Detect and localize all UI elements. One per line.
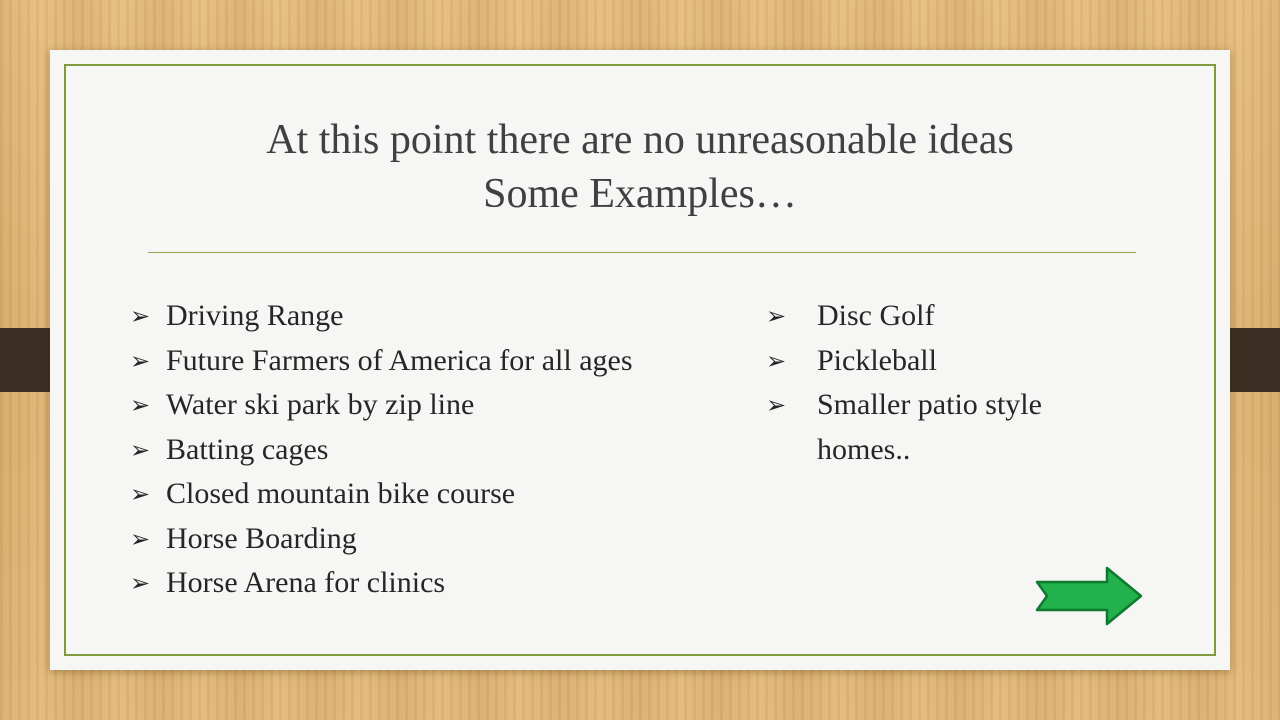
list-item xyxy=(130,383,750,428)
list-item-text: Driving Range xyxy=(166,299,344,332)
slide-title-line-2: Some Examples… xyxy=(483,171,797,217)
arrow-bullet-icon: ➢ xyxy=(766,302,787,330)
right-bullet-list xyxy=(766,294,1096,472)
arrow-bullet-icon: ➢ xyxy=(766,391,787,419)
list-item xyxy=(130,517,750,562)
arrow-bullet-icon: ➢ xyxy=(130,302,151,330)
list-item-text: Closed mountain bike course xyxy=(166,477,516,510)
list-item xyxy=(766,383,1096,472)
arrow-bullet-icon: ➢ xyxy=(130,480,151,508)
slide-title xyxy=(110,113,1170,221)
list-item xyxy=(130,294,750,339)
list-item-text: Pickleball xyxy=(817,343,937,377)
list-item xyxy=(130,561,750,606)
list-item-text: Horse Boarding xyxy=(166,521,357,555)
list-item xyxy=(766,339,1096,384)
list-item-text: Horse Arena for clinics xyxy=(166,566,446,599)
slide-card xyxy=(50,50,1230,670)
arrow-bullet-icon: ➢ xyxy=(130,524,151,553)
right-arrow-shape xyxy=(1037,568,1141,624)
arrow-bullet-icon: ➢ xyxy=(130,346,151,375)
arrow-bullet-icon: ➢ xyxy=(766,346,787,375)
slide-title-line-1: At this point there are no unreasonable ideas xyxy=(266,117,1014,163)
list-item xyxy=(130,472,750,517)
arrow-bullet-icon: ➢ xyxy=(130,391,151,419)
list-item-text: Disc Golf xyxy=(817,299,935,332)
list-item xyxy=(766,294,1096,339)
list-item xyxy=(130,428,750,473)
arrow-bullet-icon: ➢ xyxy=(130,435,151,464)
list-item-text: Water ski park by zip line xyxy=(166,388,475,421)
arrow-bullet-icon: ➢ xyxy=(130,569,151,597)
list-item-text: Batting cages xyxy=(166,432,329,466)
right-arrow-icon[interactable] xyxy=(1033,566,1145,626)
left-bullet-list xyxy=(130,294,750,606)
list-item xyxy=(130,339,750,384)
title-divider xyxy=(148,252,1136,253)
list-item-text: Smaller patio style homes.. xyxy=(817,388,1042,466)
list-item-text: Future Farmers of America for all ages xyxy=(166,343,633,377)
